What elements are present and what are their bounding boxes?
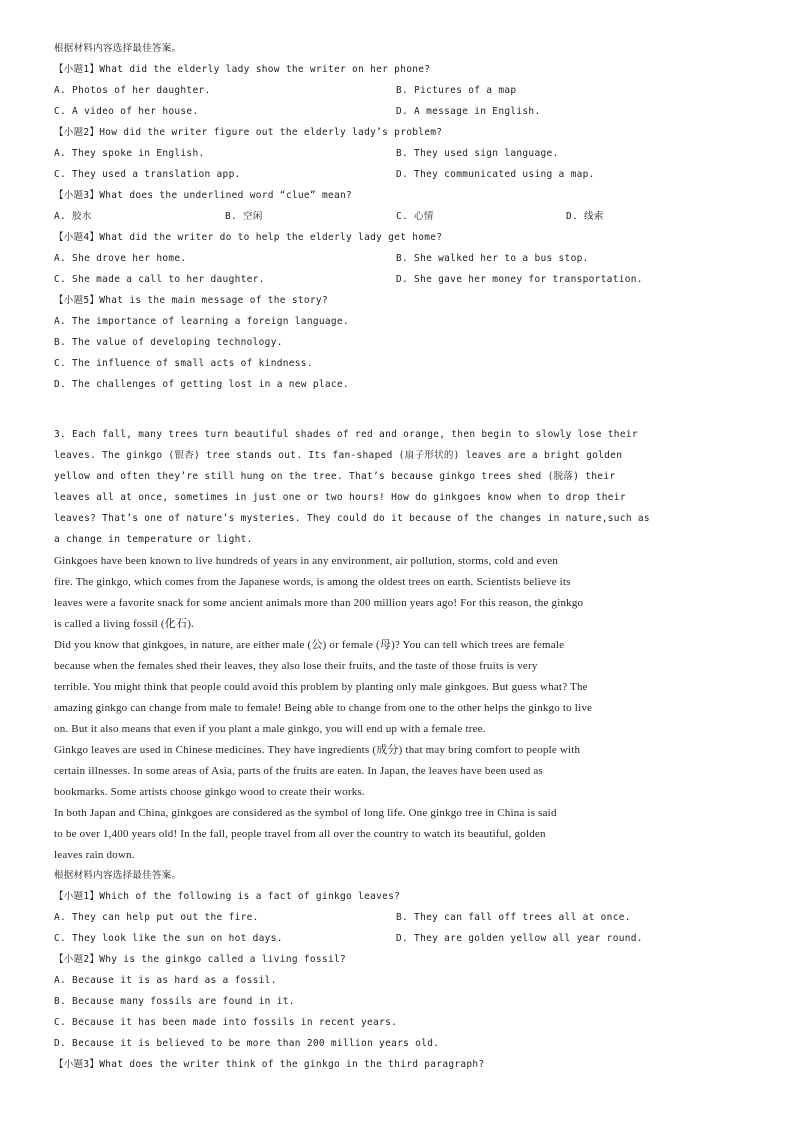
option-b: B. They can fall off trees all at once. [396,912,631,923]
option-d: D. Because it is believed to be more than 200 million years old. [54,1038,440,1049]
passage-line: bookmarks. Some artists choose ginkgo wood to create their works. [54,786,365,798]
option-d: D. They communicated using a map. [396,169,595,180]
option-c: C. They used a translation app. [54,169,241,180]
option-a: A. She drove her home. [54,253,187,264]
passage-line: Ginkgoes have been known to live hundreds of years in any environment, air pollution, storms, cold and even [54,555,559,567]
question-stem: 【小题5】What is the main message of the story? [54,295,328,306]
option-d: D. A message in English. [396,106,541,117]
question-stem: 【小题3】What does the writer think of the ginkgo in the third paragraph? [54,1059,485,1070]
option-c: C. She made a call to her daughter. [54,274,265,285]
passage-line: Did you know that ginkgoes, in nature, are either male (公) or female (母)? You can tell which trees are female [54,639,565,651]
option-c: C. They look like the sun on hot days. [54,933,283,944]
passage-line: leaves were a favorite snack for some ancient animals more than 200 million years ago! For this reason, the ginkgo [54,597,584,609]
option-b: B. The value of developing technology. [54,337,283,348]
question-stem: 【小题2】Why is the ginkgo called a living fossil? [54,954,347,965]
question-stem: 【小题4】What did the writer do to help the elderly lady get home? [54,232,443,243]
passage-line: 3. Each fall, many trees turn beautiful shades of red and orange, then begin to slowly lose their [54,429,638,440]
option-a: A. The importance of learning a foreign language. [54,316,349,327]
option-d: D. The challenges of getting lost in a new place. [54,379,349,390]
option-d: D. She gave her money for transportation. [396,274,643,285]
option-a: A. Because it is as hard as a fossil. [54,975,277,986]
passage-line: Ginkgo leaves are used in Chinese medicines. They have ingredients (成分) that may bring comfort to people with [54,744,581,756]
option-a: A. Photos of her daughter. [54,85,211,96]
option-c: C. 心情 [396,211,434,222]
question-stem: 【小题3】What does the underlined word “clue” mean? [54,190,353,201]
passage-line: a change in temperature or light. [54,534,253,545]
passage-line: leaves all at once, sometimes in just one or two hours! How do ginkgoes know when to drop their [54,492,626,503]
passage-line: to be over 1,400 years old! In the fall, people travel from all over the country to watch its beautiful, golden [54,828,546,840]
passage-line: leaves? That’s one of nature’s mysteries. They could do it because of the changes in nature,such as [54,513,650,524]
option-c: C. A video of her house. [54,106,199,117]
option-c: C. Because it has been made into fossils in recent years. [54,1017,398,1028]
instruction: 根据材料内容选择最佳答案。 [54,870,182,881]
option-d: D. They are golden yellow all year round. [396,933,643,944]
passage-line: is called a living fossil (化石). [54,618,195,630]
question-stem: 【小题2】How did the writer figure out the elderly lady’s problem? [54,127,443,138]
passage-line: because when the females shed their leaves, they also lose their fruits, and the taste of those fruits is very [54,660,538,672]
option-a: A. They spoke in English. [54,148,205,159]
passage-line: certain illnesses. In some areas of Asia, parts of the fruits are eaten. In Japan, the leaves have been used as [54,765,543,777]
option-a: A. They can help put out the fire. [54,912,259,923]
question-stem: 【小题1】What did the elderly lady show the writer on her phone? [54,64,431,75]
option-b: B. 空闲 [225,211,263,222]
option-b: B. Pictures of a map [396,85,517,96]
instruction: 根据材料内容选择最佳答案。 [54,43,182,54]
option-b: B. Because many fossils are found in it. [54,996,295,1007]
passage-line: on. But it also means that even if you plant a male ginkgo, you will end up with a female tree. [54,723,486,735]
option-c: C. The influence of small acts of kindness. [54,358,313,369]
option-b: B. They used sign language. [396,148,559,159]
option-b: B. She walked her to a bus stop. [396,253,589,264]
passage-line: fire. The ginkgo, which comes from the Japanese words, is among the oldest trees on earth. Scientists believe its [54,576,571,588]
option-d: D. 线索 [566,211,604,222]
passage-line: leaves. The ginkgo (银杏) tree stands out. Its fan-shaped (扇子形状的) leaves are a bright golden [54,450,623,461]
option-a: A. 胶水 [54,211,92,222]
passage-line: terrible. You might think that people could avoid this problem by planting only male ginkgoes. But guess what? The [54,681,588,693]
passage-line: leaves rain down. [54,849,135,861]
passage-line: yellow and often they’re still hung on the tree. That’s because ginkgo trees shed (脱落) their [54,471,616,482]
question-stem: 【小题1】Which of the following is a fact of ginkgo leaves? [54,891,401,902]
passage-line: amazing ginkgo can change from male to female! Being able to change from one to the other helps the ginkgo to live [54,702,593,714]
passage-line: In both Japan and China, ginkgoes are considered as the symbol of long life. One ginkgo tree in China is said [54,807,557,819]
